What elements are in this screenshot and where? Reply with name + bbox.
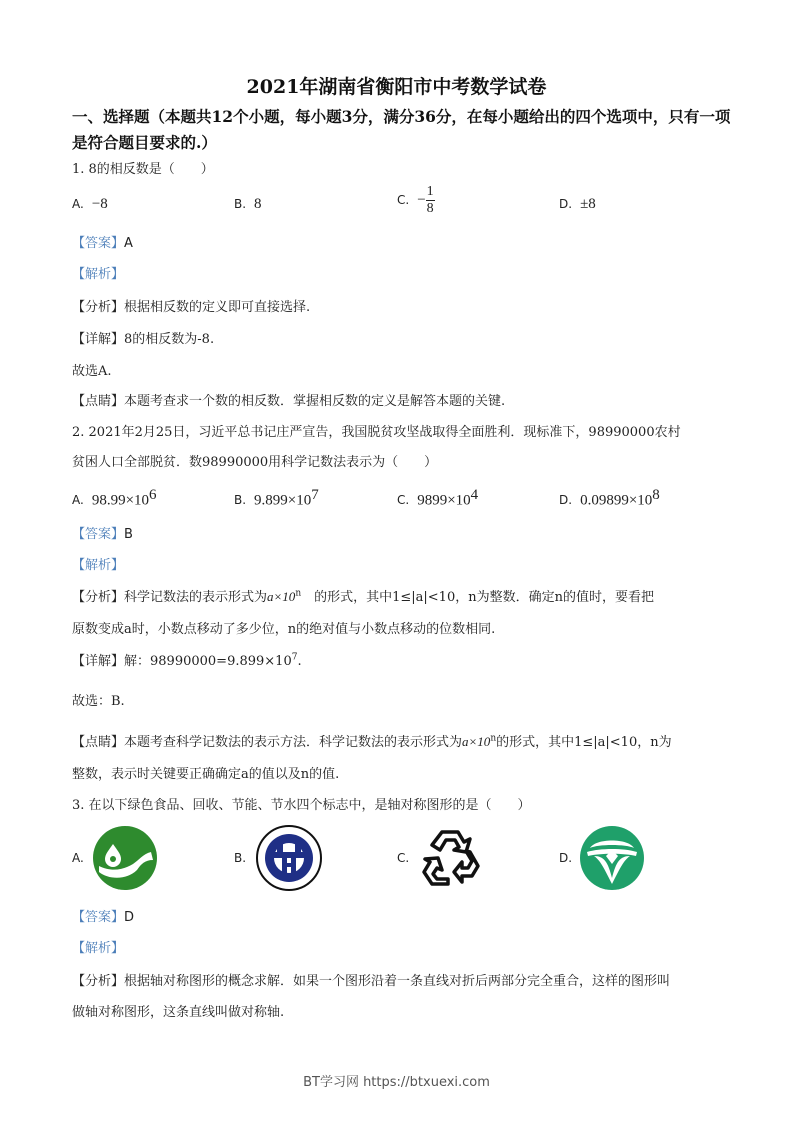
q2-dianjing-line2: 整数，表示时关键要正确确定a的值以及n的值.: [72, 767, 340, 782]
q2-dianjing-line1: 【点睛】本题考查科学记数法的表示方法．科学记数法的表示形式为$a\times 10^n$的形式，其中1≤|a|<10，n为: [72, 733, 672, 750]
q1-dianjing: 【点睛】本题考查求一个数的相反数．掌握相反数的定义是解答本题的关键.: [72, 394, 506, 409]
option-label: C.: [397, 193, 410, 207]
energy-saving-logo-icon: [255, 824, 323, 892]
q2-stem-line1: 2. 2021年2月25日，习近平总书记庄严宣告，我国脱贫攻坚战取得全面胜利．现标准下，98990000农村: [72, 425, 681, 440]
fenxi-tag: 【分析】: [72, 300, 125, 315]
q2-option-a: A. $98.99\times 10^6$: [72, 487, 157, 509]
xiangjie-tag: 【详解】: [72, 332, 125, 347]
footer-watermark: BT学习网 https://btxuexi.com: [303, 1075, 490, 1090]
q3-option-d-label: D.: [559, 851, 573, 865]
q1-xiangjie: 【详解】8的相反数为-8.: [72, 332, 215, 347]
q1-fenxi: 【分析】根据相反数的定义即可直接选择.: [72, 300, 311, 315]
q1-guxuan: 故选A.: [72, 364, 112, 379]
q2-option-c: C. $9899\times 10^4$: [397, 487, 479, 509]
fraction: $\frac{1}{8}$: [426, 184, 434, 216]
q1-option-d: [559, 196, 596, 213]
q1-option-a: [72, 196, 108, 213]
answer-tag: 【答案】: [72, 236, 125, 251]
option-label: D.: [559, 197, 573, 211]
option-value: ±8: [580, 196, 596, 212]
section-heading: 一、选择题（本题共12个小题，每小题3分，满分36分，在每小题给出的四个选项中，只有一项是符合题目要求的.）: [72, 107, 731, 152]
option-value: −8: [91, 196, 108, 212]
option-label: A.: [72, 197, 84, 211]
q3-fenxi-line2: 做轴对称图形，这条直线叫做对称轴.: [72, 1005, 285, 1020]
answer-value: A: [124, 236, 133, 251]
q3-answer: 【答案】D: [72, 910, 135, 925]
option-label: B.: [234, 197, 247, 211]
q1-answer: [72, 232, 133, 251]
q2-stem-line2: 贫困人口全部脱贫．数98990000用科学记数法表示为（ ）: [72, 455, 438, 470]
dianjing-tag: 【点睛】: [72, 394, 125, 409]
document-title: 2021年湖南省衡阳市中考数学试卷: [246, 76, 547, 98]
q1-option-b: [234, 196, 262, 213]
recycle-logo-icon: [418, 828, 484, 890]
q3-option-c-label: C.: [397, 851, 410, 865]
q2-fenxi-line1: 【分析】科学记数法的表示形式为$a\times 10^n$ 的形式，其中1≤|a|<10，n为整数．确定n的值时，要看把: [72, 588, 654, 605]
q2-fenxi-line2: 原数变成a时，小数点移动了多少位，n的绝对值与小数点移动的位数相同.: [72, 622, 496, 637]
q1-option-c: [397, 184, 435, 217]
q2-answer: 【答案】B: [72, 527, 133, 542]
q1-stem: 1. 8的相反数是（ ）: [72, 162, 214, 177]
q2-option-d: D. $0.09899\times 10^8$: [559, 487, 660, 509]
option-sign: −: [417, 192, 426, 208]
q3-fenxi-line1: 【分析】根据轴对称图形的概念求解．如果一个图形沿着一条直线对折后两部分完全重合，这样的图形叫: [72, 974, 671, 989]
q3-analysis-tag: 【解析】: [72, 941, 125, 956]
green-food-logo-icon: [580, 826, 644, 890]
option-value: 8: [254, 196, 262, 212]
water-saving-logo-icon: [93, 826, 157, 890]
q3-option-b-label: B.: [234, 851, 247, 865]
q1-analysis-tag: 【解析】: [72, 267, 125, 282]
q3-option-a-label: A.: [72, 851, 84, 865]
q2-option-b: B. $9.899\times 10^7$: [234, 487, 319, 509]
q2-analysis-tag: 【解析】: [72, 558, 125, 573]
q2-guxuan: 故选：B.: [72, 694, 125, 709]
q3-stem: 3. 在以下绿色食品、回收、节能、节水四个标志中，是轴对称图形的是（ ）: [72, 798, 531, 813]
q2-xiangjie: 【详解】解：$98990000=9.899\times 10^7$.: [72, 652, 302, 669]
